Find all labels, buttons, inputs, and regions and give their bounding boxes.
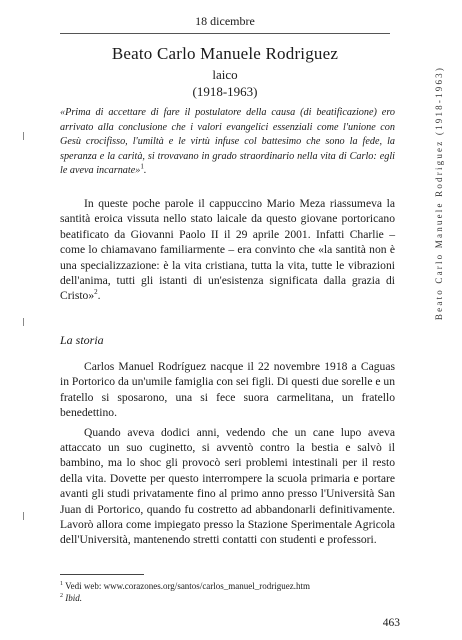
subtitle-block	[60, 66, 390, 100]
page-title: Beato Carlo Manuele Rodriguez	[111, 44, 339, 63]
header-rule	[60, 33, 390, 34]
footnote-1-text[interactable]: Vedi web: www.corazones.org/santos/carlos_manuel_rodriguez.htm	[65, 581, 311, 591]
intro-text: In queste poche parole il cappuccino Mario Meza riassumeva la santità eroica vissuta nello stato laicale da questo giovane portoricano beatificato da Giovanni Paolo II il 29 aprile 2001. Infatti Charlie – come lo chiamavano familiarmente – era convinto che «la santità non è una specializzazione: è la vita cristiana, tutta la vita, tutte le vibrazioni dell'anima, tutti gli istanti di un'esistenza significata dalla grazia di Cristo»	[60, 197, 395, 303]
running-head	[432, 58, 446, 328]
story-paragraph-2: Quando aveva dodici anni, vedendo che un cane lupo aveva attaccato un suo cuginetto, si avventò contro la bestia e salvò il bambino, ma lo shoc gli provocò seri problemi intestinali per il resto della vita. Dovette per questo interrompere la scuola primaria e portare avanti gli studi privatamente fino al primo anno presso l'Università San Juan di Portorico, quando fu costretto ad abbandonarli definitivamente. Lavorò allora come impiegato presso la Stazione Sperimentale Agricola dell'Università, mantenendo stretti contatti con studenti e professori.	[60, 425, 395, 547]
feast-date: 18 dicembre	[195, 14, 255, 28]
binding-mark	[23, 512, 24, 520]
subtitle-years: (1918-1963)	[192, 84, 258, 99]
footnote-1	[60, 580, 395, 592]
footnote-rule	[60, 574, 144, 575]
binding-mark	[23, 132, 24, 140]
epigraph-text: «Prima di accettare di fare il postulatore della causa (di beatificazione) ero arrivato alla conclusione che i valori evangelici essenziali come l'unione con Gesù crocifisso, l'umiltà e le virtù infuse col battesimo che sono la fede, la speranza e la carità, si trovavano in grado straordinario nella vita di Carlo: egli le aveva incarnate»	[60, 107, 395, 177]
intro-section	[60, 196, 395, 304]
footnote-ref-2[interactable]: 2	[94, 288, 98, 297]
footnotes	[60, 580, 395, 604]
running-head-text: Beato Carlo Manuele Rodriguez (1918-1963)	[434, 65, 444, 321]
epigraph-quote: «Prima di accettare di fare il postulatore della causa (di beatificazione) ero arrivato alla conclusione che i valori evangelici essenziali come l'unione con Gesù crocifisso, l'umiltà e le virtù infuse col battesimo che sono la fede, la speranza e la carità, si trovavano in grado straordinario nella vita di Carlo: egli le aveva incarnate»$^1$.	[60, 107, 395, 177]
section-heading: La storia	[60, 333, 104, 347]
footnote-2-text: Ibid.	[65, 593, 82, 603]
story-paragraph-1: Carlos Manuel Rodríguez nacque il 22 novembre 1918 a Caguas in Portorico da un'umile famiglia con sei figli. Di questi due sorelle e un fratello si sposarono, una si fece suora carmelitana, un fratello benedettino.	[60, 360, 396, 420]
story-body	[60, 359, 395, 548]
page-number: 463	[382, 617, 400, 629]
binding-mark	[23, 318, 24, 326]
footnote-1-number: 1	[60, 581, 63, 587]
footnote-2	[60, 592, 395, 604]
intro-paragraph: In queste poche parole il cappuccino Mario Meza riassumeva la santità eroica vissuta nello stato laicale da questo giovane portoricano beatificato da Giovanni Paolo II il 29 aprile 2001. Infatti Charlie – come lo chiamavano familiarmente – era convinto che «la santità non è una specializzazione: è la vita cristiana, tutta la vita, tutte le vibrazioni dell'anima, tutti gli istanti di un'esistenza significata dalla grazia di Cristo»$^2$.	[60, 197, 395, 303]
footnote-ref-1[interactable]: 1	[140, 162, 144, 171]
subtitle-state: laico	[212, 67, 238, 82]
footnote-2-number: 2	[60, 593, 63, 599]
